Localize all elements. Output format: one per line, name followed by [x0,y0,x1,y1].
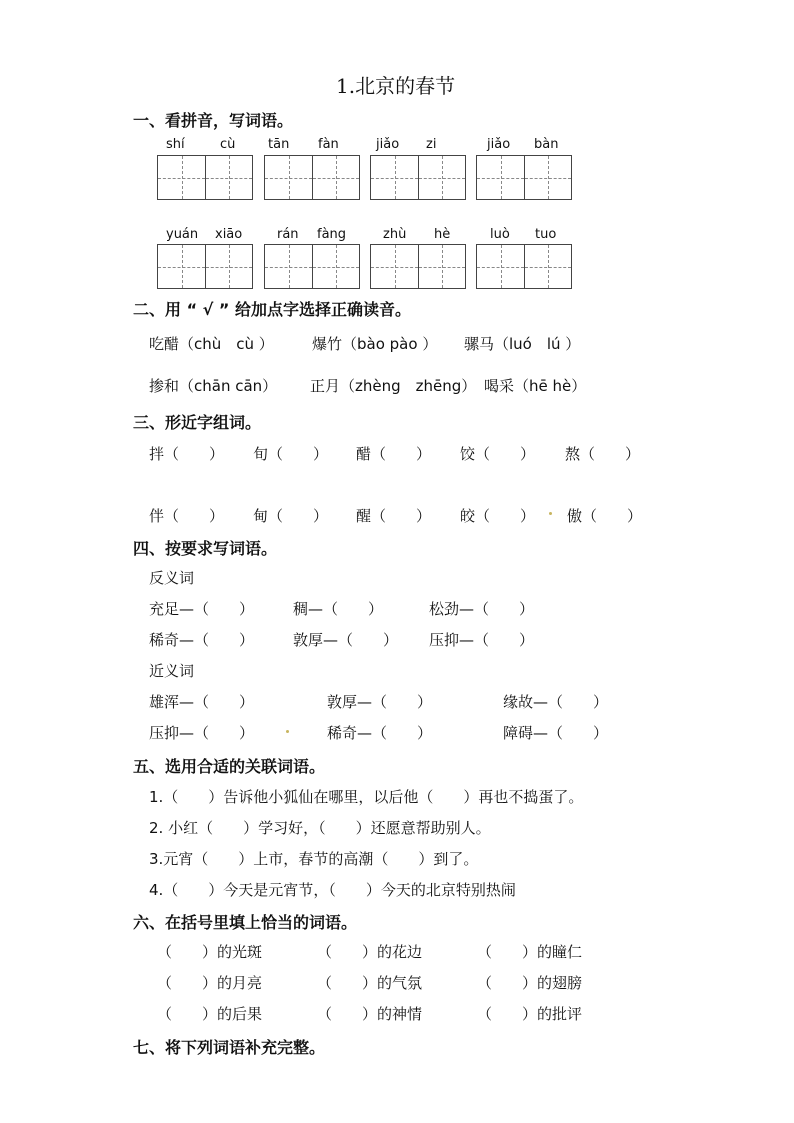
similar-char-item: 旬（ ） [253,445,329,463]
word-pair: 压抑—（ ） [149,724,255,742]
pinyin: zi [426,137,437,152]
stray-mark [549,512,552,515]
conjunction-sentence: 4.（ ）今天是元宵节，（ ）今天的北京特别热闹 [149,881,516,899]
pinyin: tuo [535,227,557,242]
writing-box[interactable] [157,244,253,289]
reading-option: 喝采（hē hè） [484,377,587,395]
pinyin: luò [490,227,510,242]
section-6-heading: 六、在括号里填上恰当的词语。 [133,913,358,932]
pinyin: rán [277,227,299,242]
similar-char-item: 醋（ ） [356,445,432,463]
writing-box[interactable] [264,155,360,200]
word-pair: 雄浑—（ ） [149,693,255,711]
word-pair: 稀奇—（ ） [327,724,433,742]
conjunction-sentence: 2. 小红（ ）学习好，（ ）还愿意帮助别人。 [149,819,491,837]
conjunction-sentence: 3.元宵（ ）上市，春节的高潮（ ）到了。 [149,850,479,868]
section-4-heading: 四、按要求写词语。 [133,539,278,558]
fill-phrase: （ ）的花边 [317,943,423,961]
similar-char-item: 傲（ ） [567,507,643,525]
reading-option: 吃醋（chù cù ） [149,335,274,353]
pinyin: shí [166,137,185,152]
similar-char-item: 甸（ ） [253,507,329,525]
word-pair: 压抑—（ ） [429,631,535,649]
writing-box[interactable] [370,244,466,289]
writing-box[interactable] [157,155,253,200]
pinyin: cù [220,137,236,152]
fill-phrase: （ ）的翅膀 [477,974,583,992]
pinyin: jiǎo [376,137,400,152]
stray-mark [286,730,289,733]
similar-char-item: 拌（ ） [149,445,225,463]
synonym-label: 近义词 [149,662,195,680]
writing-box[interactable] [476,244,572,289]
similar-char-item: 醒（ ） [356,507,432,525]
section-2-heading: 二、用 “ √ ” 给加点字选择正确读音。 [133,300,411,319]
word-pair: 障碍—（ ） [503,724,609,742]
section-1-heading: 一、看拼音，写词语。 [133,111,294,130]
reading-option: 掺和（chān cān） [149,377,278,395]
similar-char-item: 伴（ ） [149,507,225,525]
fill-phrase: （ ）的气氛 [317,974,423,992]
fill-phrase: （ ）的瞳仁 [477,943,583,961]
pinyin: xiāo [215,227,243,242]
page-title: 1.北京的春节 [336,74,456,98]
word-pair: 稀奇—（ ） [149,631,255,649]
pinyin: fàng [317,227,347,242]
pinyin: tān [268,137,290,152]
fill-phrase: （ ）的神情 [317,1005,423,1023]
section-5-heading: 五、选用合适的关联词语。 [133,757,326,776]
reading-option: 正月（zhèng zhēng） [310,377,477,395]
section-3-heading: 三、形近字组词。 [133,413,262,432]
word-pair: 充足—（ ） [149,600,255,618]
word-pair: 缘故—（ ） [503,693,609,711]
section-7-heading: 七、将下列词语补充完整。 [133,1038,326,1057]
pinyin: hè [434,227,451,242]
pinyin: bàn [534,137,559,152]
conjunction-sentence: 1.（ ）告诉他小狐仙在哪里，以后他（ ）再也不捣蛋了。 [149,788,584,806]
similar-char-item: 皎（ ） [460,507,536,525]
similar-char-item: 饺（ ） [460,445,536,463]
pinyin: zhù [383,227,407,242]
word-pair: 稠—（ ） [293,600,384,618]
fill-phrase: （ ）的后果 [157,1005,263,1023]
pinyin: jiǎo [487,137,511,152]
similar-char-item: 熬（ ） [565,445,641,463]
word-pair: 敦厚—（ ） [327,693,433,711]
fill-phrase: （ ）的光斑 [157,943,263,961]
reading-option: 爆竹（bào pào ） [312,335,438,353]
pinyin: yuán [166,227,199,242]
writing-box[interactable] [264,244,360,289]
fill-phrase: （ ）的批评 [477,1005,583,1023]
fill-phrase: （ ）的月亮 [157,974,263,992]
reading-option: 骡马（luó lú ） [464,335,581,353]
word-pair: 敦厚—（ ） [293,631,399,649]
writing-box[interactable] [370,155,466,200]
word-pair: 松劲—（ ） [429,600,535,618]
pinyin: fàn [318,137,339,152]
antonym-label: 反义词 [149,569,195,587]
writing-box[interactable] [476,155,572,200]
